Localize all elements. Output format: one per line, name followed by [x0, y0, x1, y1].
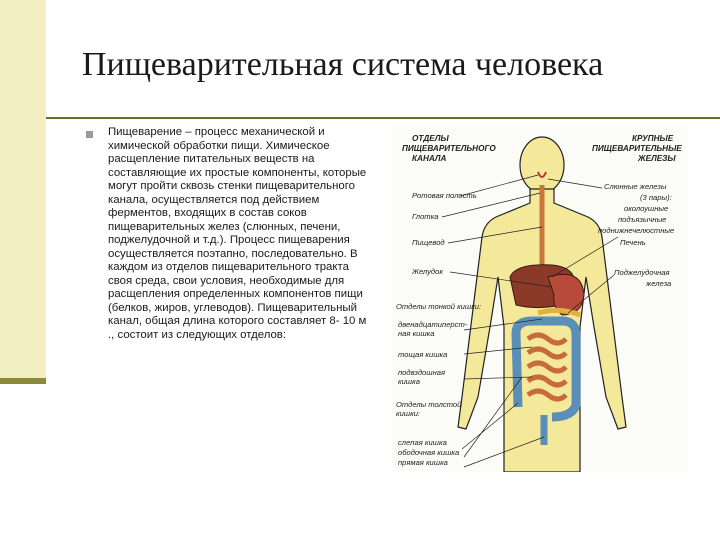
label-ileum-1: подвздошная: [398, 368, 446, 377]
right-header-line-1: КРУПНЫЕ: [632, 134, 674, 143]
label-salivary-3: околоушные: [624, 204, 669, 213]
label-pancreas-1: Поджелудочная: [614, 268, 670, 277]
slide-body-text: Пищеварение – процесс механической и химической обработки пищи. Химическое расщепление питательных веществ на составляющие их простые компоненты, которые могут пройти сквозь стенки пищеварительного канала, осуществляется под действием ферментов, входящих в состав соков пищеварительных желез (слюнных, печени, поджелудочной и т.д.). Процесс пищеварения осуществляется поэтапно, последовательно. В каждом из отделов пищеварительного тракта своя среда, свои условия, необходимые для расщепления определенных компонентов пищи (белков, жиров, углеводов). Пищеварительный канал, общая длина которого составляет 8- 10 м ., состоит из следующих отделов:: [108, 126, 367, 341]
right-header-line-2: ПИЩЕВАРИТЕЛЬНЫЕ: [592, 144, 682, 153]
label-large-intestine-header-2: кишки:: [396, 409, 421, 418]
label-duodenum-2: ная кишка: [398, 329, 435, 338]
left-header-line-1: ОТДЕЛЫ: [412, 134, 449, 143]
left-header-line-2: ПИЩЕВАРИТЕЛЬНОГО: [402, 144, 496, 153]
label-oral-cavity: Ротовая полость: [412, 191, 477, 200]
label-colon: ободочная кишка: [398, 448, 460, 457]
label-duodenum-1: двенадцатиперст-: [398, 320, 468, 329]
label-salivary-2: (3 пары):: [640, 193, 672, 202]
label-salivary-5: поднижнечелюстные: [598, 226, 675, 235]
label-stomach: Желудок: [412, 267, 443, 276]
label-pharynx: Глотка: [412, 212, 439, 221]
sidebar-accent-bar: [0, 0, 46, 384]
digestive-system-figure: [392, 127, 688, 472]
label-liver: Печень: [620, 238, 646, 247]
label-rectum: прямая кишка: [398, 458, 448, 467]
label-pancreas-2: железа: [646, 279, 672, 288]
right-header-line-3: ЖЕЛЕЗЫ: [638, 154, 676, 163]
label-esophagus: Пищевод: [412, 238, 445, 247]
label-salivary-4: подъязычные: [618, 215, 667, 224]
anatomy-diagram: [392, 127, 688, 472]
slide-title: Пищеварительная система человека: [82, 46, 604, 83]
label-jejunum: тощая кишка: [398, 350, 448, 359]
label-small-intestine-header: Отделы тонкой кишки:: [396, 302, 482, 311]
label-cecum: слепая кишка: [398, 438, 447, 447]
label-ileum-2: кишка: [398, 377, 420, 386]
title-divider: [46, 117, 720, 119]
sidebar-accent-bar-edge: [0, 378, 46, 384]
bullet-icon: [86, 131, 93, 138]
label-salivary-1: Слюнные железы: [604, 182, 667, 191]
left-header-line-3: КАНАЛА: [412, 154, 447, 163]
label-large-intestine-header-1: Отделы толстой: [396, 400, 462, 409]
